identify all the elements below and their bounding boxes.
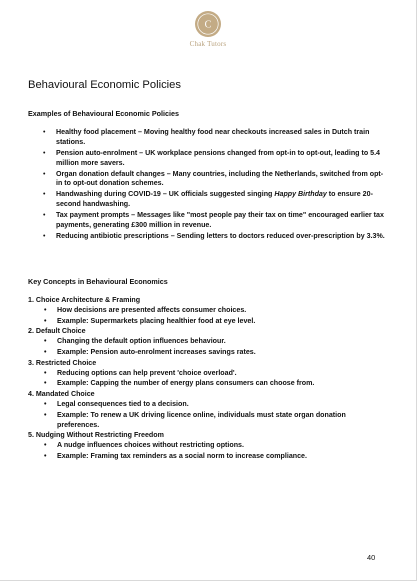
concept-title: 1. Choice Architecture & Framing [28, 296, 141, 304]
point-text: Reducing options can help prevent 'choice overload'. [57, 368, 237, 377]
examples-heading: Examples of Behavioural Economic Policies [28, 109, 179, 118]
item-text: – Moving healthy food near checkouts increased sales in Dutch train stations. [56, 128, 370, 146]
concept-title: 5. Nudging Without Restricting Freedom [28, 431, 164, 440]
point-text: Example: Pension auto-enrolment increases savings rates. [57, 347, 256, 356]
item-text: – UK workplace pensions changed from opt-in to opt-out, leading to 5.4 million more savers. [56, 148, 380, 167]
bullet-icon: • [44, 441, 47, 450]
logo [175, 10, 241, 48]
concept-title: 2. Default Choice [28, 327, 86, 336]
list-item [44, 399, 388, 410]
point-text: How decisions are presented affects consumer choices. [57, 305, 247, 314]
page-number: 40 [367, 553, 376, 562]
list-item [44, 441, 388, 451]
list-item [44, 451, 388, 462]
concepts-heading: Key Concepts in Behavioural Economics [28, 277, 168, 286]
item-text: – Messages like "most people pay their tax on time" encouraged earlier tax payments, generating £300 million in revenue. [56, 211, 384, 229]
item-italic: Happy Birthday [274, 190, 327, 199]
bullet-icon: • [43, 191, 46, 199]
item-text-after: to ensure 20-second handwashing. [56, 190, 373, 209]
concept-item [28, 359, 388, 389]
bullet-icon: • [43, 232, 46, 240]
list-item [44, 347, 388, 358]
list-item [43, 128, 386, 148]
list-item [43, 190, 386, 210]
bullet-icon: • [44, 337, 47, 346]
list-item [43, 211, 386, 231]
item-lead: Tax payment prompts [56, 211, 130, 220]
point-text: Example: To renew a UK driving licence online, individuals must state organ donation preferences. [57, 410, 346, 429]
logo-initials: C [204, 19, 212, 31]
concept-item [28, 296, 388, 326]
list-item [44, 379, 388, 389]
list-item [44, 410, 388, 431]
bullet-icon: • [44, 451, 47, 460]
bullet-icon: • [44, 368, 47, 377]
concept-points [28, 441, 388, 462]
logo-emblem-icon [194, 10, 222, 38]
examples-list [43, 128, 386, 243]
item-lead: Organ donation default changes [56, 169, 165, 178]
concept-points [28, 369, 388, 390]
point-text: A nudge influences choices without restricting options. [57, 441, 244, 450]
bullet-icon: • [44, 347, 47, 356]
point-text: Example: Capping the number of energy plans consumers can choose from. [57, 379, 315, 388]
bullet-icon: • [43, 129, 46, 136]
item-text: – Sending letters to doctors reduced over-prescription by 3.3%. [168, 231, 385, 240]
page-title: Behavioural Economic Policies [28, 79, 181, 91]
concept-points [28, 337, 388, 358]
concept-points [28, 400, 388, 430]
concept-points [28, 306, 388, 327]
list-item [43, 169, 386, 190]
concept-title: 3. Restricted Choice [28, 358, 97, 367]
list-item [44, 368, 388, 379]
list-item [43, 148, 386, 169]
list-item [44, 305, 388, 316]
bullet-icon: • [44, 410, 47, 419]
bullet-icon: • [44, 305, 47, 314]
item-text: – UK officials suggested singing [160, 190, 275, 199]
item-text: – Many countries, including the Netherlands, switched from opt-in to opt-out donation schemes. [56, 169, 384, 188]
logo-name: Chak Tutors [189, 40, 227, 48]
concept-title: 4. Mandated Choice [28, 390, 95, 399]
point-text: Example: Supermarkets placing healthier food at eye level. [57, 316, 256, 325]
point-text: Example: Framing tax reminders as a social norm to increase compliance. [57, 451, 307, 460]
bullet-icon: • [44, 316, 47, 325]
item-lead: Healthy food placement [56, 128, 137, 136]
point-text: Legal consequences tied to a decision. [57, 399, 189, 408]
item-lead: Pension auto-enrolment [56, 148, 138, 157]
bullet-icon: • [43, 212, 46, 220]
concepts-list [28, 296, 388, 463]
list-item [43, 231, 386, 242]
list-item [44, 316, 388, 327]
concept-item [28, 327, 388, 357]
concept-item [28, 431, 388, 461]
item-lead: Reducing antibiotic prescriptions [56, 231, 169, 240]
bullet-icon: • [44, 379, 47, 388]
list-item [44, 337, 388, 347]
bullet-icon: • [43, 170, 46, 178]
bullet-icon: • [43, 149, 46, 157]
bullet-icon: • [44, 399, 47, 408]
item-lead: Handwashing during COVID-19 [56, 190, 161, 199]
concept-item [28, 390, 388, 430]
point-text: Changing the default option influences behaviour. [57, 337, 226, 346]
